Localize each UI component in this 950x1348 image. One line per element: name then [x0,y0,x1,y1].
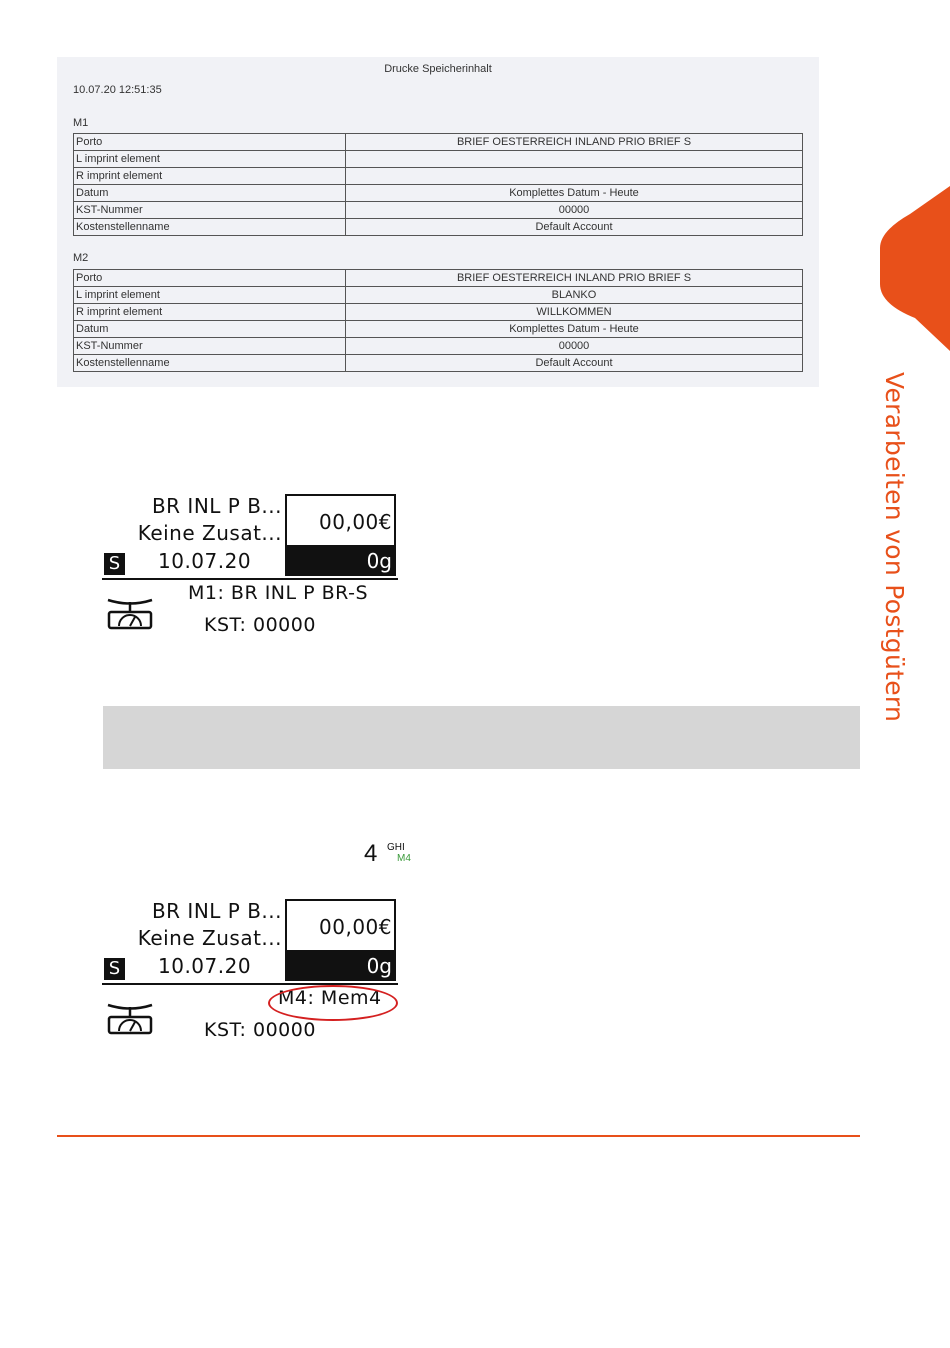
row-key: R imprint element [74,304,346,321]
chapter-title-text: Verarbeiten von Postgütern [880,372,909,723]
memory-table-m2 [73,269,803,372]
row-value: BRIEF OESTERREICH INLAND PRIO BRIEF S [346,134,803,151]
weight-box [285,950,396,981]
weight-display: 0g [366,549,392,573]
row-value: BRIEF OESTERREICH INLAND PRIO BRIEF S [346,270,803,287]
date-display: 10.07.20 [158,549,252,573]
price-display: 00,00€ [319,510,392,534]
row-value: WILLKOMMEN [346,304,803,321]
key-number: 4 [364,840,378,867]
mode-badge: S [104,553,125,575]
services-text: Keine Zusat... [137,521,282,545]
note-bar [103,706,860,769]
date-display: 10.07.20 [158,954,252,978]
table-row [74,168,803,185]
table-row [74,355,803,372]
row-value: BLANKO [346,287,803,304]
row-value: Komplettes Datum - Heute [346,321,803,338]
row-key: Datum [74,321,346,338]
memory-table-m1 [73,133,803,236]
memory-label-m1: M1 [73,117,89,129]
table-row [74,134,803,151]
row-value: 00000 [346,202,803,219]
lcd-screen-m4 [102,899,398,1049]
memory-line: M1: BR INL P BR-S [188,582,369,604]
row-value: 00000 [346,338,803,355]
price-box [285,899,396,952]
table-row [74,185,803,202]
row-value: Komplettes Datum - Heute [346,185,803,202]
weight-box [285,545,396,576]
price-box [285,494,396,547]
divider [102,578,398,580]
table-row [74,287,803,304]
table-row [74,270,803,287]
row-key: L imprint element [74,287,346,304]
keypad-key-4[interactable] [364,840,424,870]
row-key: Kostenstellenname [74,355,346,372]
highlight-circle [268,985,398,1021]
table-row [74,304,803,321]
row-key: KST-Nummer [74,202,346,219]
key-memory-label: M4 [397,853,411,864]
printout-timestamp: 10.07.20 12:51:35 [73,84,162,96]
row-key: Porto [74,270,346,287]
price-display: 00,00€ [319,915,392,939]
lcd-screen-m1 [102,494,398,644]
row-value [346,151,803,168]
printout-title: Drucke Speicherinhalt [384,63,492,75]
row-value: Default Account [346,355,803,372]
memory-label-m2: M2 [73,252,89,264]
row-key: Porto [74,134,346,151]
kst-line: KST: 00000 [204,1019,316,1041]
chapter-title [870,372,920,772]
table-row [74,338,803,355]
kst-line: KST: 00000 [204,614,316,636]
table-row [74,321,803,338]
table-row [74,151,803,168]
scale-icon [104,593,156,633]
divider [102,983,398,985]
row-key: Datum [74,185,346,202]
row-value [346,168,803,185]
key-letters: GHI [387,842,405,853]
row-value: Default Account [346,219,803,236]
memory-line: M4: Mem4 [278,987,382,1009]
weight-display: 0g [366,954,392,978]
rate-name: BR INL P B... [151,494,282,518]
chapter-tab-shape [880,186,950,351]
scale-icon [104,998,156,1038]
row-key: L imprint element [74,151,346,168]
rate-name: BR INL P B... [151,899,282,923]
table-row [74,219,803,236]
services-text: Keine Zusat... [137,926,282,950]
memory-printout [57,57,819,387]
table-row [74,202,803,219]
row-key: Kostenstellenname [74,219,346,236]
row-key: R imprint element [74,168,346,185]
row-key: KST-Nummer [74,338,346,355]
footer-rule [57,1135,860,1137]
mode-badge: S [104,958,125,980]
